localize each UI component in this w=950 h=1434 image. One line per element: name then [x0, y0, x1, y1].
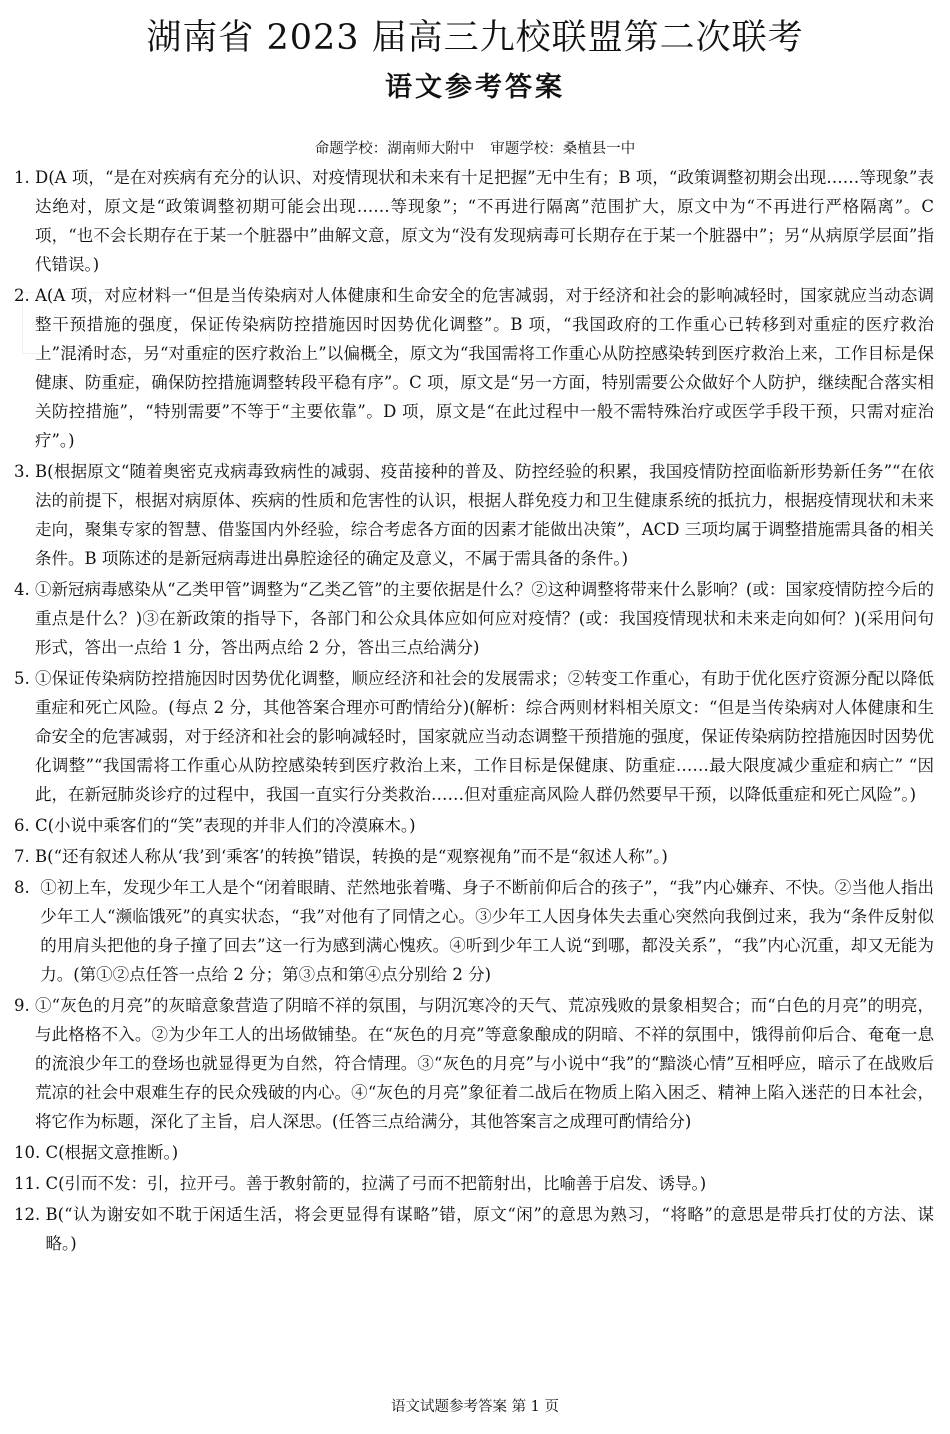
answer-text: D(A 项，“是在对疾病有充分的认识、对疫情现状和未来有十足把握”无中生有；B 项，“政策调整初期会出现……等现象”表达绝对，原文是“政策调整初期可能会出现……等现象”；“不再进行隔离”范围扩大，原文中为“不再进行严格隔离”。C 项，“也不会长期存在于某一个脏器中”曲解文意，原文为“没有发现病毒可长期存在于某一个脏器中”；另“从病原学层面”指代错误。) — [35, 168, 934, 274]
answer-text: C(引而不发：引，拉开弓。善于教射箭的，拉满了弓而不把箭射出，比喻善于启发、诱导。) — [45, 1174, 707, 1193]
answer-number: 2. — [14, 286, 35, 305]
answer-item-7 — [14, 842, 934, 871]
answer-text: A(A 项，对应材料一“但是当传染病对人体健康和生命安全的危害减弱，对于经济和社会的影响减轻时，国家就应当动态调整干预措施的强度，保证传染病防控措施因时因势优化调整”。B 项，“我国政府的工作重心已转移到对重症的医疗救治上”混淆时态，另“对重症的医疗救治上”以偏概全，原文为“我国需将工作重心从防控感染转到医疗救治上来，工作目标是保健康、防重症，确保防控措施调整转段平稳有序”。C 项，原文是“另一方面，特别需要公众做好个人防护，继续配合落实相关防控措施”，“特别需要”不等于“主要依靠”。D 项，原文是“在此过程中一般不需特殊治疗或医学手段干预，只需对症治疗”。) — [35, 286, 934, 450]
exam-title: 湖南省 2023 届高三九校联盟第二次联考 — [146, 18, 804, 58]
answer-text: C(小说中乘客们的“笑”表现的并非人们的冷漠麻木。) — [35, 816, 416, 835]
answer-number: 10. — [14, 1143, 46, 1162]
answer-number: 11. — [14, 1174, 46, 1193]
answer-text: B(“还有叙述人称从‘我’到‘乘客’的转换”错误，转换的是“观察视角”而不是“叙述人称”。) — [35, 847, 668, 866]
answer-list — [14, 163, 934, 1260]
answer-item-6 — [14, 811, 934, 840]
answer-item-9 — [14, 991, 934, 1136]
answer-item-2 — [14, 281, 934, 455]
document-subtitle: 语文参考答案 — [385, 72, 565, 103]
answer-text: C(根据文意推断。) — [45, 1143, 179, 1162]
answer-text: ①初上车，发现少年工人是个“闭着眼睛、茫然地张着嘴、身子不断前仰后合的孩子”，“我”内心嫌弃、不快。②当他人指出少年工人“濒临饿死”的真实状态，“我”对他有了同情之心。③少年工人因身体失去重心突然向我倒过来，我为“条件反射似的用肩头把他的身子撞了回去”这一行为感到满心愧疚。④听到少年工人说“到哪，都没关系”，“我”内心沉重，却又无能为力。(第①②点任答一点给 2 分；第③点和第④点分别给 2 分) — [40, 878, 934, 984]
answer-item-3 — [14, 457, 934, 573]
page-footer: 语文试题参考答案 第 1 页 — [390, 1399, 560, 1415]
answer-text: ①新冠病毒感染从“乙类甲管”调整为“乙类乙管”的主要依据是什么？②这种调整将带来什么影响？(或：国家疫情防控今后的重点是什么？)③在新政策的指导下，各部门和公众具体应如何应对疫情？(或：我国疫情现状和未来走向如何？)(采用问句形式，答出一点给 1 分，答出两点给 2 分，答出三点给满分) — [35, 580, 934, 657]
answer-item-12 — [14, 1200, 934, 1258]
answer-number: 6. — [14, 816, 35, 835]
answer-item-4 — [14, 575, 934, 662]
setter-school: 命题学校：湖南师大附中 — [314, 141, 475, 157]
credits-line — [0, 138, 950, 160]
answer-number: 7. — [14, 847, 35, 866]
answer-number: 3. — [14, 462, 35, 481]
answer-text: ①“灰色的月亮”的灰暗意象营造了阴暗不祥的氛围，与阴沉寒冷的天气、荒凉残败的景象相契合；而“白色的月亮”的明亮，与此格格不入。②为少年工人的出场做铺垫。在“灰色的月亮”等意象酿成的阴暗、不祥的氛围中，饿得前仰后合、奄奄一息的流浪少年工的登场也就显得更为自然，符合情理。③“灰色的月亮”与小说中“我”的“黯淡心情”互相呼应，暗示了在战败后荒凉的社会中艰难生存的民众残破的内心。④“灰色的月亮”象征着二战后在物质上陷入困乏、精神上陷入迷茫的日本社会，将它作为标题，深化了主旨，启人深思。(任答三点给满分，其他答案言之成理可酌情给分) — [35, 996, 934, 1131]
answer-item-11 — [14, 1169, 934, 1198]
answer-number: 1. — [14, 168, 35, 187]
answer-text: B(根据原文“随着奥密克戎病毒致病性的减弱、疫苗接种的普及、防控经验的积累，我国疫情防控面临新形势新任务”“在依法的前提下，根据对病原体、疾病的性质和危害性的认识，根据人群免疫力和卫生健康系统的抵抗力，根据疫情现状和未来走向，聚集专家的智慧、借鉴国内外经验，综合考虑各方面的因素才能做出决策”，ACD 三项均属于调整措施需具备的相关条件。B 项陈述的是新冠病毒进出鼻腔途径的确定及意义，不属于需具备的条件。) — [35, 462, 934, 568]
answer-number: 8. — [14, 878, 41, 897]
answer-item-10 — [14, 1138, 934, 1167]
answer-number: 4. — [14, 580, 35, 599]
answer-number: 5. — [14, 669, 35, 688]
answer-text: ①保证传染病防控措施因时因势优化调整，顺应经济和社会的发展需求；②转变工作重心，有助于优化医疗资源分配以降低重症和死亡风险。(每点 2 分，其他答案合理亦可酌情给分)(解析：综合两则材料相关原文：“但是当传染病对人体健康和生命安全的危害减弱，对于经济和社会的影响减轻时，国家就应当动态调整干预措施的强度，保证传染病防控措施因时因势优化调整”“我国需将工作重心从防控感染转到医疗救治上来，工作目标是保健康、防重症……最大限度减少重症和病亡” “因此，在新冠肺炎诊疗的过程中，我国一直实行分类救治……但对重症高风险人群仍然要早干预，以降低重症和死亡风险”。) — [35, 669, 934, 804]
reviewer-school: 审题学校：桑植县一中 — [490, 141, 636, 157]
answer-item-8 — [14, 873, 934, 989]
answer-number: 9. — [14, 996, 35, 1015]
answer-item-5 — [14, 664, 934, 809]
answer-number: 12. — [14, 1205, 46, 1224]
answer-text: B(“认为谢安如不耽于闲适生活，将会更显得有谋略”错，原文“闲”的意思为熟习，“将略”的意思是带兵打仗的方法、谋略。) — [45, 1205, 934, 1253]
answer-item-1 — [14, 163, 934, 279]
